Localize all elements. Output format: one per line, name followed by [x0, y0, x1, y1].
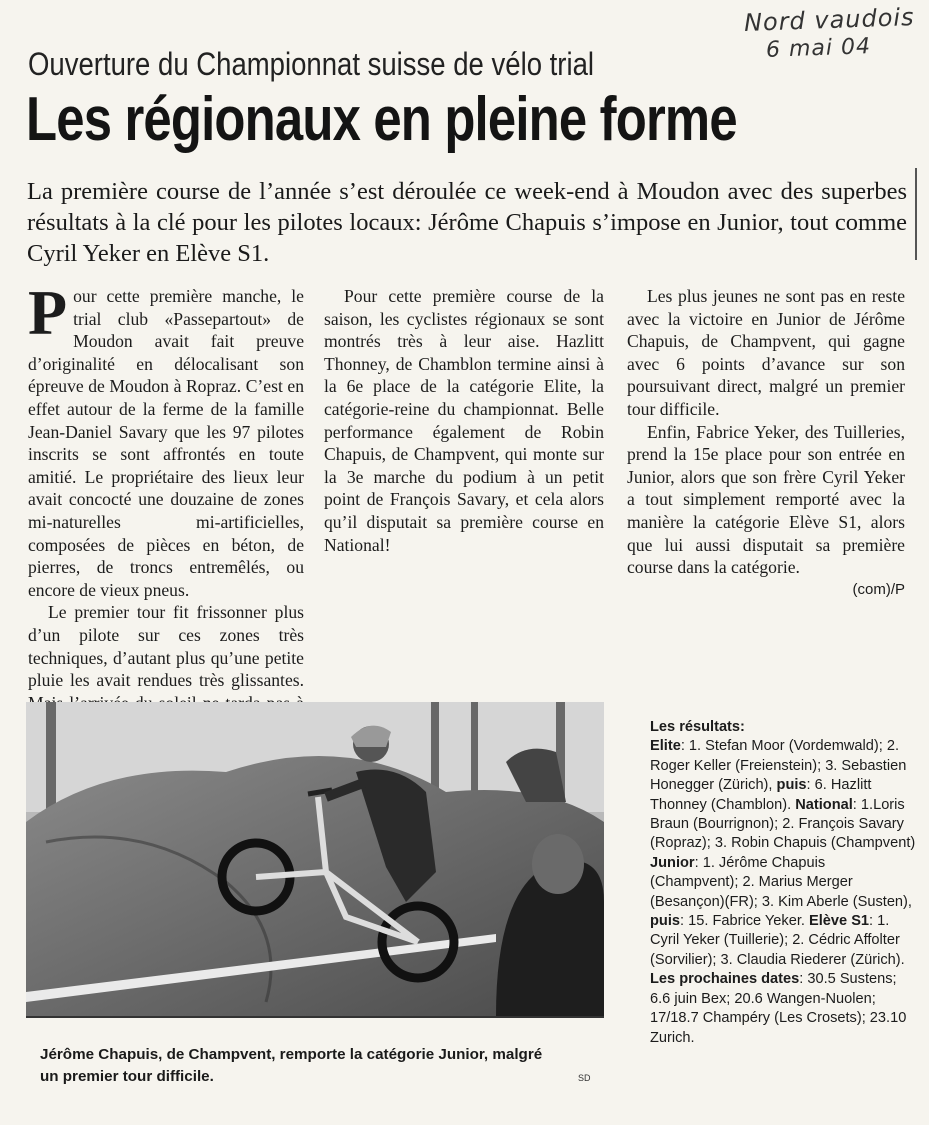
trial-photo-illustration	[26, 702, 604, 1016]
article-headline: Les régionaux en pleine forme	[26, 85, 737, 154]
article-kicker: Ouverture du Championnat suisse de vélo trial	[28, 46, 594, 82]
results-heading: Les résultats:	[650, 719, 745, 735]
puis-1-results: : 6. Hazlitt Thonney (Chamblon).	[650, 777, 872, 813]
junior-results: : 1. Jérôme Chapuis (Champvent); 2. Marius Merger (Besançon)(FR); 3. Kim Aberle (Susten),	[650, 854, 912, 910]
photo-caption: Jérôme Chapuis, de Champvent, remporte la catégorie Junior, malgré un premier tour difficile.	[40, 1046, 543, 1085]
results-text	[650, 737, 916, 1048]
paragraph-1: our cette première manche, le trial club «Passepartout» de Moudon avait fait preuve d’originalité en délocalisant son épreuve de Moudon à Ropraz. C’est en effet autour de la ferme de la famille Jean-Daniel Savary que les 97 pilotes inscrits se sont affrontés en toute amitié. Le propriétaire des lieux leur avait concocté une douzaine de zones mi-naturelles mi-artificielles, composées de pièces en béton, de pierres, de troncs entremêlés, ou encore de vieux pneus.	[28, 286, 304, 600]
drop-cap: P	[28, 277, 68, 348]
paragraph-3: Pour cette première course de la saison, les cyclistes régionaux se sont montrés très à leur aise. Hazlitt Thonney, de Chamblon termine ainsi à la 6e place de la catégorie Elite, la catégorie-reine du championnat. Belle performance également de Robin Chapuis, de Champvent, qui monte sur la 3e marche du podium à un petit point de François Savary, et cela alors qu’il disputait sa première course en National!	[324, 286, 604, 555]
paragraph-2: Le premier tour fit frissonner plus d’un pilote sur ces zones très techniques, d’autant plus qu’une petite pluie les avait rendues très glissantes.	[28, 602, 304, 691]
results-box	[650, 718, 916, 1048]
trial-photo	[26, 702, 604, 1016]
label-elite: Elite	[650, 738, 681, 755]
handwritten-date-note: 6 mai 04	[765, 34, 872, 63]
national-results: : 1.Loris Braun (Bourrignon); 2. François Savary (Ropraz); 3. Robin Chapuis (Champvent)	[650, 796, 916, 852]
elite-results: : 1. Stefan Moor (Vordemwald); 2. Roger Keller (Freienstein); 3. Sebastien Honegger (Zürich),	[650, 738, 907, 794]
article-column-3	[627, 285, 905, 601]
eleve-s1-results: : 1. Cyril Yeker (Tuillerie); 2. Cédric Affolter (Sorvilier); 3. Claudia Riederer (Zürich).	[650, 913, 905, 968]
label-puis-1: puis	[776, 777, 807, 794]
next-dates: : 30.5 Sustens; 6.6 juin Bex; 20.6 Wangen-Nuolen; 17/18.7 Champéry (Les Crosets); 23.10 Zurich.	[650, 971, 907, 1046]
paragraph-4: Les plus jeunes ne sont pas en reste avec la victoire en Junior de Jérôme Chapuis, de Champvent, qui gagne avec 6 points d’avance sur son poursuivant direct, malgré un premier tour difficile.	[627, 286, 905, 419]
label-junior: Junior	[650, 854, 695, 871]
puis-2-results: : 15. Fabrice Yeker.	[680, 913, 805, 930]
photo-credit: SD	[578, 1073, 591, 1083]
label-eleve-s1: Elève S1	[809, 913, 870, 930]
vertical-rule	[915, 168, 917, 260]
label-next-dates: Les prochaines dates	[650, 971, 800, 988]
byline: (com)/P	[852, 580, 905, 598]
article-lead: La première course de l’année s’est déroulée ce week-end à Moudon avec des superbes résultats à la clé pour les pilotes locaux: Jérôme Chapuis s’impose en Junior, tout comme Cyril Yeker en Elève S1.	[27, 178, 907, 267]
label-puis-2: puis	[650, 913, 680, 930]
label-national: National	[795, 796, 853, 813]
article-column-2	[324, 285, 604, 556]
handwritten-source-note: Nord vaudois	[743, 3, 916, 37]
paragraph-5: Enfin, Fabrice Yeker, des Tuilleries, prend la 15e place pour son entrée en Junior, alors que son frère Cyril Yeker a tout simplement remporté avec la manière la catégorie Elève S1, alors que lui aussi disputait sa première course dans la catégorie.	[627, 421, 905, 578]
